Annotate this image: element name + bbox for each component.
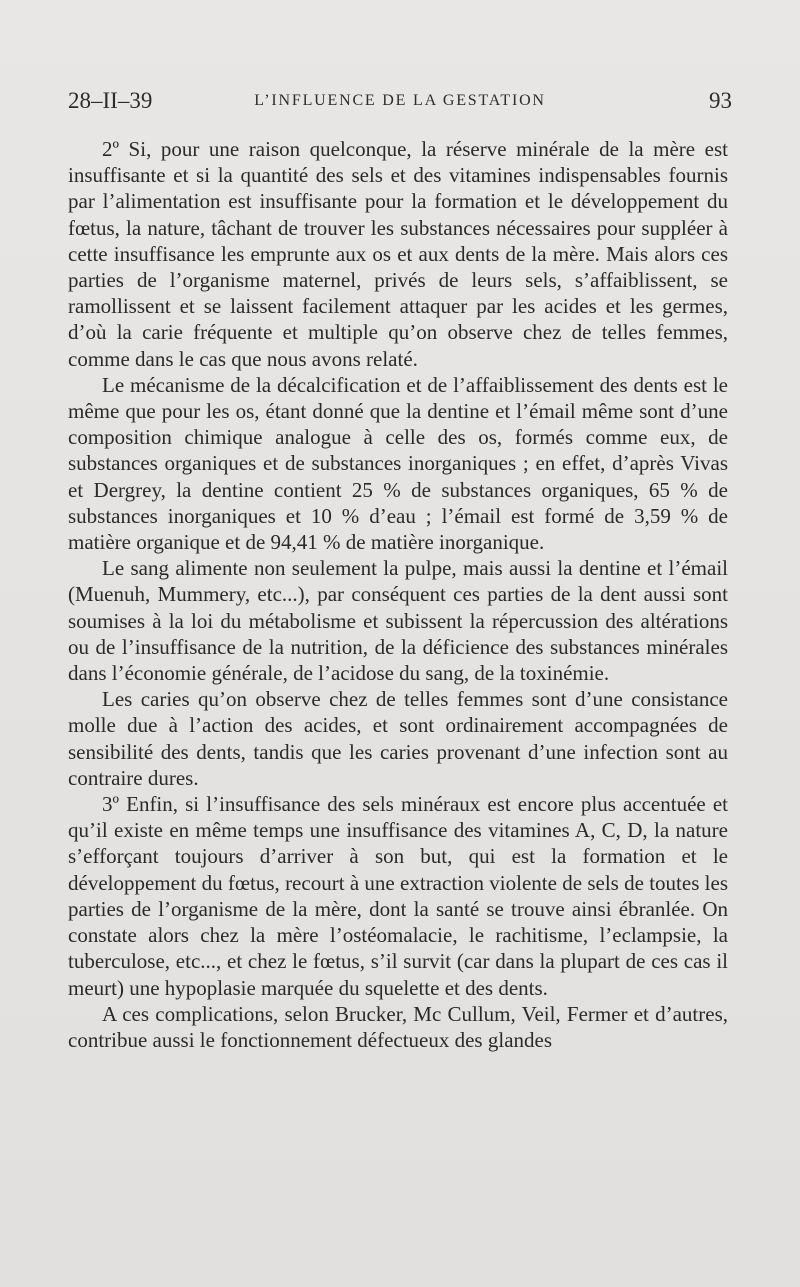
paragraph-3: Le sang alimente non seulement la pulpe, mais aussi la dentine et l’émail (Muenuh, Mummery, etc...), par conséquent ces parties de la dent aussi sont soumises à la loi du métabolisme et subissent la répercussion des altérations ou de l’insuffisance de la nutrition, de la déficience des substances minérales dans l’économie générale, de l’acidose du sang, de la toxinémie.: [68, 556, 728, 686]
paragraph-2: Le mécanisme de la décalcification et de l’affaiblissement des dents est le même que pour les os, étant donné que la dentine et l’émail même sont d’une composition chimique analogue à celle des os, formés comme eux, de substances organiques et de substances inorganiques ; en effet, d’après Vivas et Dergrey, la dentine contient 25 % de substances organiques, 65 % de substances inorganiques et 10 % d’eau ; l’émail est formé de 3,59 % de matière organique et de 94,41 % de matière inorganique.: [68, 372, 728, 555]
paragraph-5: 3º Enfin, si l’insuffisance des sels minéraux est encore plus accentuée et qu’il existe en même temps une insuffisance des vitamines A, C, D, la nature s’efforçant toujours d’arriver à son but, qui est la formation et le développement du fœtus, recourt à une extraction violente de sels de toutes les parties de l’organisme de la mère, dont la santé se trouve ainsi ébranlée. On constate alors chez la mère l’ostéomalacie, le rachitisme, l’eclampsie, la tuberculose, etc..., et chez le fœtus, s’il survit (car dans la plupart de ces cas il meurt) une hypoplasie marquée du squelette et des dents.: [68, 792, 728, 1000]
page-header: [68, 88, 732, 118]
paragraph-1: 2º Si, pour une raison quelconque, la réserve minérale de la mère est insuffisante et si la quantité des sels et des vitamines indispensables fournis par l’alimentation est insuffisante pour la formation et le développement du fœtus, la nature, tâchant de trouver les substances nécessaires pour suppléer à cette insuffisance les emprunte aux os et aux dents de la mère. Mais alors ces parties de l’organisme maternel, privés de leurs sels, s’affaiblissent, se ramollissent et se laissent facilement attaquer par les acides et les germes, d’où la carie fréquente et multiple qu’on observe chez de telles femmes, comme dans le cas que nous avons relaté.: [68, 137, 728, 371]
header-date: 28–II–39: [68, 88, 153, 113]
paragraph-6: A ces complications, selon Brucker, Mc Cullum, Veil, Fermer et d’autres, contribue aussi le fonctionnement défectueux des glandes: [68, 1001, 728, 1052]
running-title: L’INFLUENCE DE LA GESTATION: [254, 92, 546, 109]
page-number: 93: [709, 88, 732, 113]
body-text: [68, 136, 728, 1053]
paragraph-4: Les caries qu’on observe chez de telles femmes sont d’une consistance molle due à l’action des acides, et sont ordinairement accompagnées de sensibilité des dents, tandis que les caries provenant d’une infection sont au contraire dures.: [68, 687, 728, 790]
